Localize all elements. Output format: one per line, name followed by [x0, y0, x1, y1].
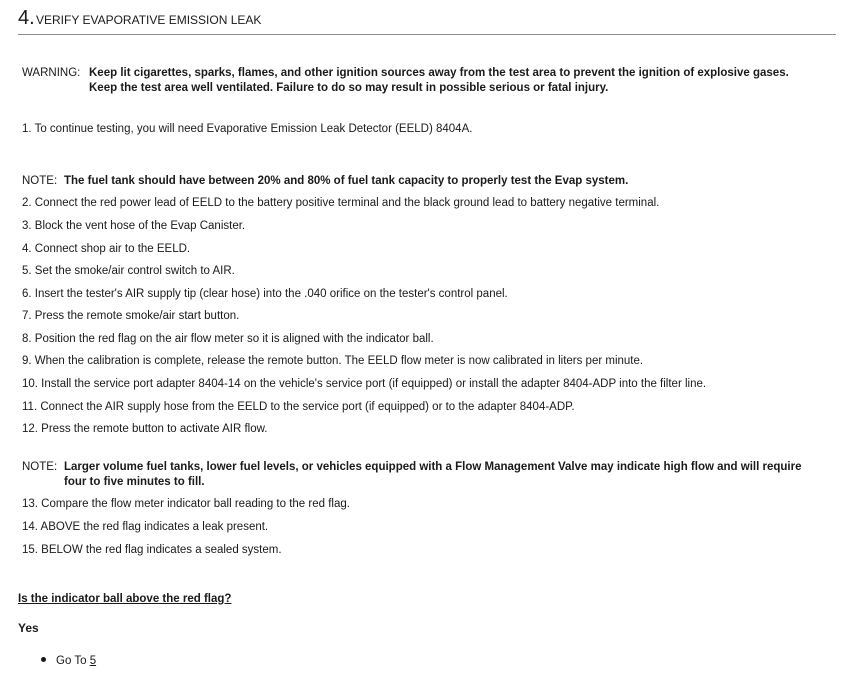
list-item: 14. ABOVE the red flag indicates a leak present.: [22, 521, 269, 533]
warning-text-line2: Keep the test area well ventilated. Failure to do so may result in possible serious or fatal injury.: [89, 82, 609, 94]
goto-step-link[interactable]: 5: [89, 655, 97, 667]
note-block: [22, 174, 832, 190]
decision-question: Is the indicator ball above the red flag?: [18, 593, 232, 605]
step-header: [18, 6, 836, 35]
list-item: 8. Position the red flag on the air flow meter so it is aligned with the indicator ball.: [22, 333, 434, 345]
list-item: 4. Connect shop air to the EELD.: [22, 243, 191, 255]
note-text-line1: Larger volume fuel tanks, lower fuel levels, or vehicles equipped with a Flow Management Valve may indicate high flow and will require: [64, 461, 802, 473]
list-item: 11. Connect the AIR supply hose from the EELD to the service port (if equipped) or to the adapter 8404-ADP.: [22, 401, 575, 413]
step-title: VERIFY EVAPORATIVE EMISSION LEAK: [36, 13, 262, 27]
list-item: 15. BELOW the red flag indicates a sealed system.: [22, 544, 282, 556]
bullet-icon: [41, 657, 46, 662]
list-item: 5. Set the smoke/air control switch to AIR.: [22, 265, 235, 277]
list-item: 1. To continue testing, you will need Evaporative Emission Leak Detector (EELD) 8404A.: [22, 123, 473, 135]
warning-block: [22, 66, 832, 98]
warning-label: WARNING:: [22, 67, 81, 79]
list-item: 12. Press the remote button to activate AIR flow.: [22, 423, 268, 435]
list-item: 3. Block the vent hose of the Evap Canister.: [22, 220, 246, 232]
list-item: 6. Insert the tester's AIR supply tip (clear hose) into the .040 orifice on the tester's control panel.: [22, 288, 508, 300]
note-text: The fuel tank should have between 20% and 80% of fuel tank capacity to properly test the Evap system.: [64, 175, 629, 187]
note-label: NOTE:: [22, 461, 58, 473]
goto-prefix: Go To: [56, 655, 87, 667]
answer-label: Yes: [18, 621, 39, 635]
note-block: [22, 460, 832, 492]
list-item: 2. Connect the red power lead of EELD to the battery positive terminal and the black ground lead to battery negative terminal.: [22, 197, 660, 209]
list-item: 13. Compare the flow meter indicator ball reading to the red flag.: [22, 498, 350, 510]
list-item: 9. When the calibration is complete, release the remote button. The EELD flow meter is now calibrated in liters per minute.: [22, 355, 644, 367]
step-number: 4.: [18, 7, 35, 29]
note-label: NOTE:: [22, 175, 58, 187]
list-item: 7. Press the remote smoke/air start button.: [22, 310, 240, 322]
goto-item: [41, 654, 96, 668]
warning-text-line1: Keep lit cigarettes, sparks, flames, and other ignition sources away from the test area to prevent the ignition of explosive gases.: [89, 67, 789, 79]
note-text-line2: four to five minutes to fill.: [64, 476, 205, 488]
list-item: 10. Install the service port adapter 8404-14 on the vehicle's service port (if equipped) or install the adapter 8404-ADP into the filter line.: [22, 378, 707, 390]
